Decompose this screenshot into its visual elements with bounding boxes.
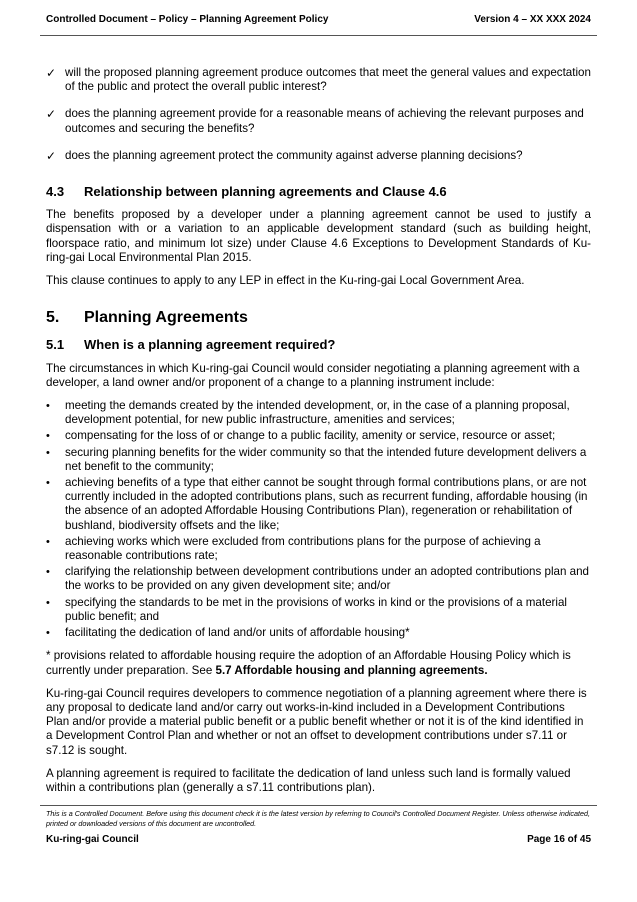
list-item xyxy=(46,429,591,443)
list-item xyxy=(46,399,591,427)
footnote-cross-reference: 5.7 Affordable housing and planning agreements. xyxy=(215,663,488,677)
list-item xyxy=(46,565,591,593)
checkmark-icon: ✓ xyxy=(46,66,57,80)
list-item-text: compensating for the loss of or change to a public facility, amenity or service, resource or asset; xyxy=(65,429,556,443)
bullet-icon: • xyxy=(46,627,50,640)
page-header xyxy=(46,14,591,25)
paragraph: The circumstances in which Ku-ring-gai Council would consider negotiating a planning agreement with a developer, a land owner and/or proponent of a change to a planning instrument include: xyxy=(46,361,580,389)
bullet-icon: • xyxy=(46,566,50,579)
checkmark-icon: ✓ xyxy=(46,107,57,122)
bullet-icon: • xyxy=(46,400,50,413)
list-item-text: achieving benefits of a type that either cannot be sought through formal contributions plans, or are not currently included in the adopted contributions plans, such as recurrent funding, affordable housing (in the absence of an adopted Affordable Housing Contributions Plan), regeneration or rehabilitation of bushland, biodiversity offsets and the like; xyxy=(65,476,588,532)
section-number: 5.1 xyxy=(46,337,65,353)
list-item xyxy=(46,476,591,533)
list-item xyxy=(46,626,591,640)
checklist-item xyxy=(46,149,591,163)
section-4-3-heading xyxy=(46,185,591,199)
section-title: Planning Agreements xyxy=(84,309,248,327)
section-title: Relationship between planning agreements and Clause 4.6 xyxy=(84,184,447,200)
checkmark-icon: ✓ xyxy=(46,148,57,163)
bullet-icon: • xyxy=(46,446,50,459)
header-divider xyxy=(40,35,597,36)
footer-organisation: Ku-ring-gai Council xyxy=(46,834,139,845)
footnote-text: * provisions related to affordable housing require the adoption of an Affordable Housing Policy which is currently under preparation. See xyxy=(46,649,571,677)
page-footer xyxy=(46,834,591,845)
bullet-icon: • xyxy=(46,430,50,443)
checklist-text: does the planning agreement protect the community against adverse planning decisions? xyxy=(65,148,523,162)
list-item-text: securing planning benefits for the wider community so that the intended future development delivers a net benefit to the community; xyxy=(65,445,587,473)
bullet-icon: • xyxy=(46,596,50,609)
paragraph: This clause continues to apply to any LEP in effect in the Ku-ring-gai Local Government Area. xyxy=(46,274,525,288)
checklist-text: will the proposed planning agreement produce outcomes that meet the general values and expectation of the public and protect the overall public interest? xyxy=(65,66,591,94)
list-item-text: clarifying the relationship between development contributions under an adopted contributions plan and the works to be provided on any given development site; and/or xyxy=(65,565,590,593)
section-number: 5. xyxy=(46,309,60,327)
list-item xyxy=(46,535,591,563)
paragraph: A planning agreement is required to facilitate the dedication of land unless such land is formally valued within a contributions plan (generally a s7.11 contributions plan). xyxy=(46,766,571,794)
list-item-text: meeting the demands created by the intended development, or, in the case of a planning proposal, development potential, for new public infrastructure, amenities and services; xyxy=(65,399,570,427)
page-content xyxy=(46,66,591,804)
section-title: When is a planning agreement required? xyxy=(84,337,336,353)
paragraph: Ku-ring-gai Council requires developers to commence negotiation of a planning agreement where there is any proposal to dedicate land and/or carry out works-in-kind included in a Development Contributions Plan and/or provide a material public benefit or a public benefit whether or not it is of the kind identified in a Development Control Plan and whether or not an offset to development contributions under s7.11 or s7.12 is sought. xyxy=(46,686,587,757)
list-item xyxy=(46,596,591,624)
bullet-list xyxy=(46,399,591,640)
bullet-icon: • xyxy=(46,477,50,490)
list-item-text: specifying the standards to be met in the provisions of works in kind or the provisions of a material public benefit; and xyxy=(65,595,568,623)
paragraph: The benefits proposed by a developer under a planning agreement cannot be used to justify a dispensation with or a variation to an applicable development standard (such as building height, floorspace ratio, and minimum lot size) under Clause 4.6 Exceptions to Development Standards of Ku-ring-gai Local Environmental Plan 2015. xyxy=(46,208,591,264)
footer-divider xyxy=(40,805,597,806)
checklist-item xyxy=(46,107,591,135)
checklist-text: does the planning agreement provide for a reasonable means of achieving the relevant purposes and outcomes and securing the benefits? xyxy=(65,107,584,135)
page-number: Page 16 of 45 xyxy=(527,834,591,845)
header-document-title: Controlled Document – Policy – Planning Agreement Policy xyxy=(46,14,329,25)
section-5-heading xyxy=(46,311,591,325)
footer-disclaimer: This is a Controlled Document. Before using this document check it is the latest version by referring to Council's Controlled Document Register. Unless otherwise indicated, printed or downloaded versions of this document are uncontrolled. xyxy=(46,809,591,828)
list-item xyxy=(46,446,591,474)
header-version: Version 4 – XX XXX 2024 xyxy=(474,14,591,25)
bullet-icon: • xyxy=(46,535,50,548)
list-item-text: facilitating the dedication of land and/or units of affordable housing* xyxy=(65,626,410,640)
section-5-1-heading xyxy=(46,338,591,352)
footnote-paragraph xyxy=(46,649,591,677)
checklist-item xyxy=(46,66,591,94)
list-item-text: achieving works which were excluded from contributions plans for the purpose of achieving a reasonable contributions rate; xyxy=(65,534,541,563)
section-number: 4.3 xyxy=(46,184,65,200)
